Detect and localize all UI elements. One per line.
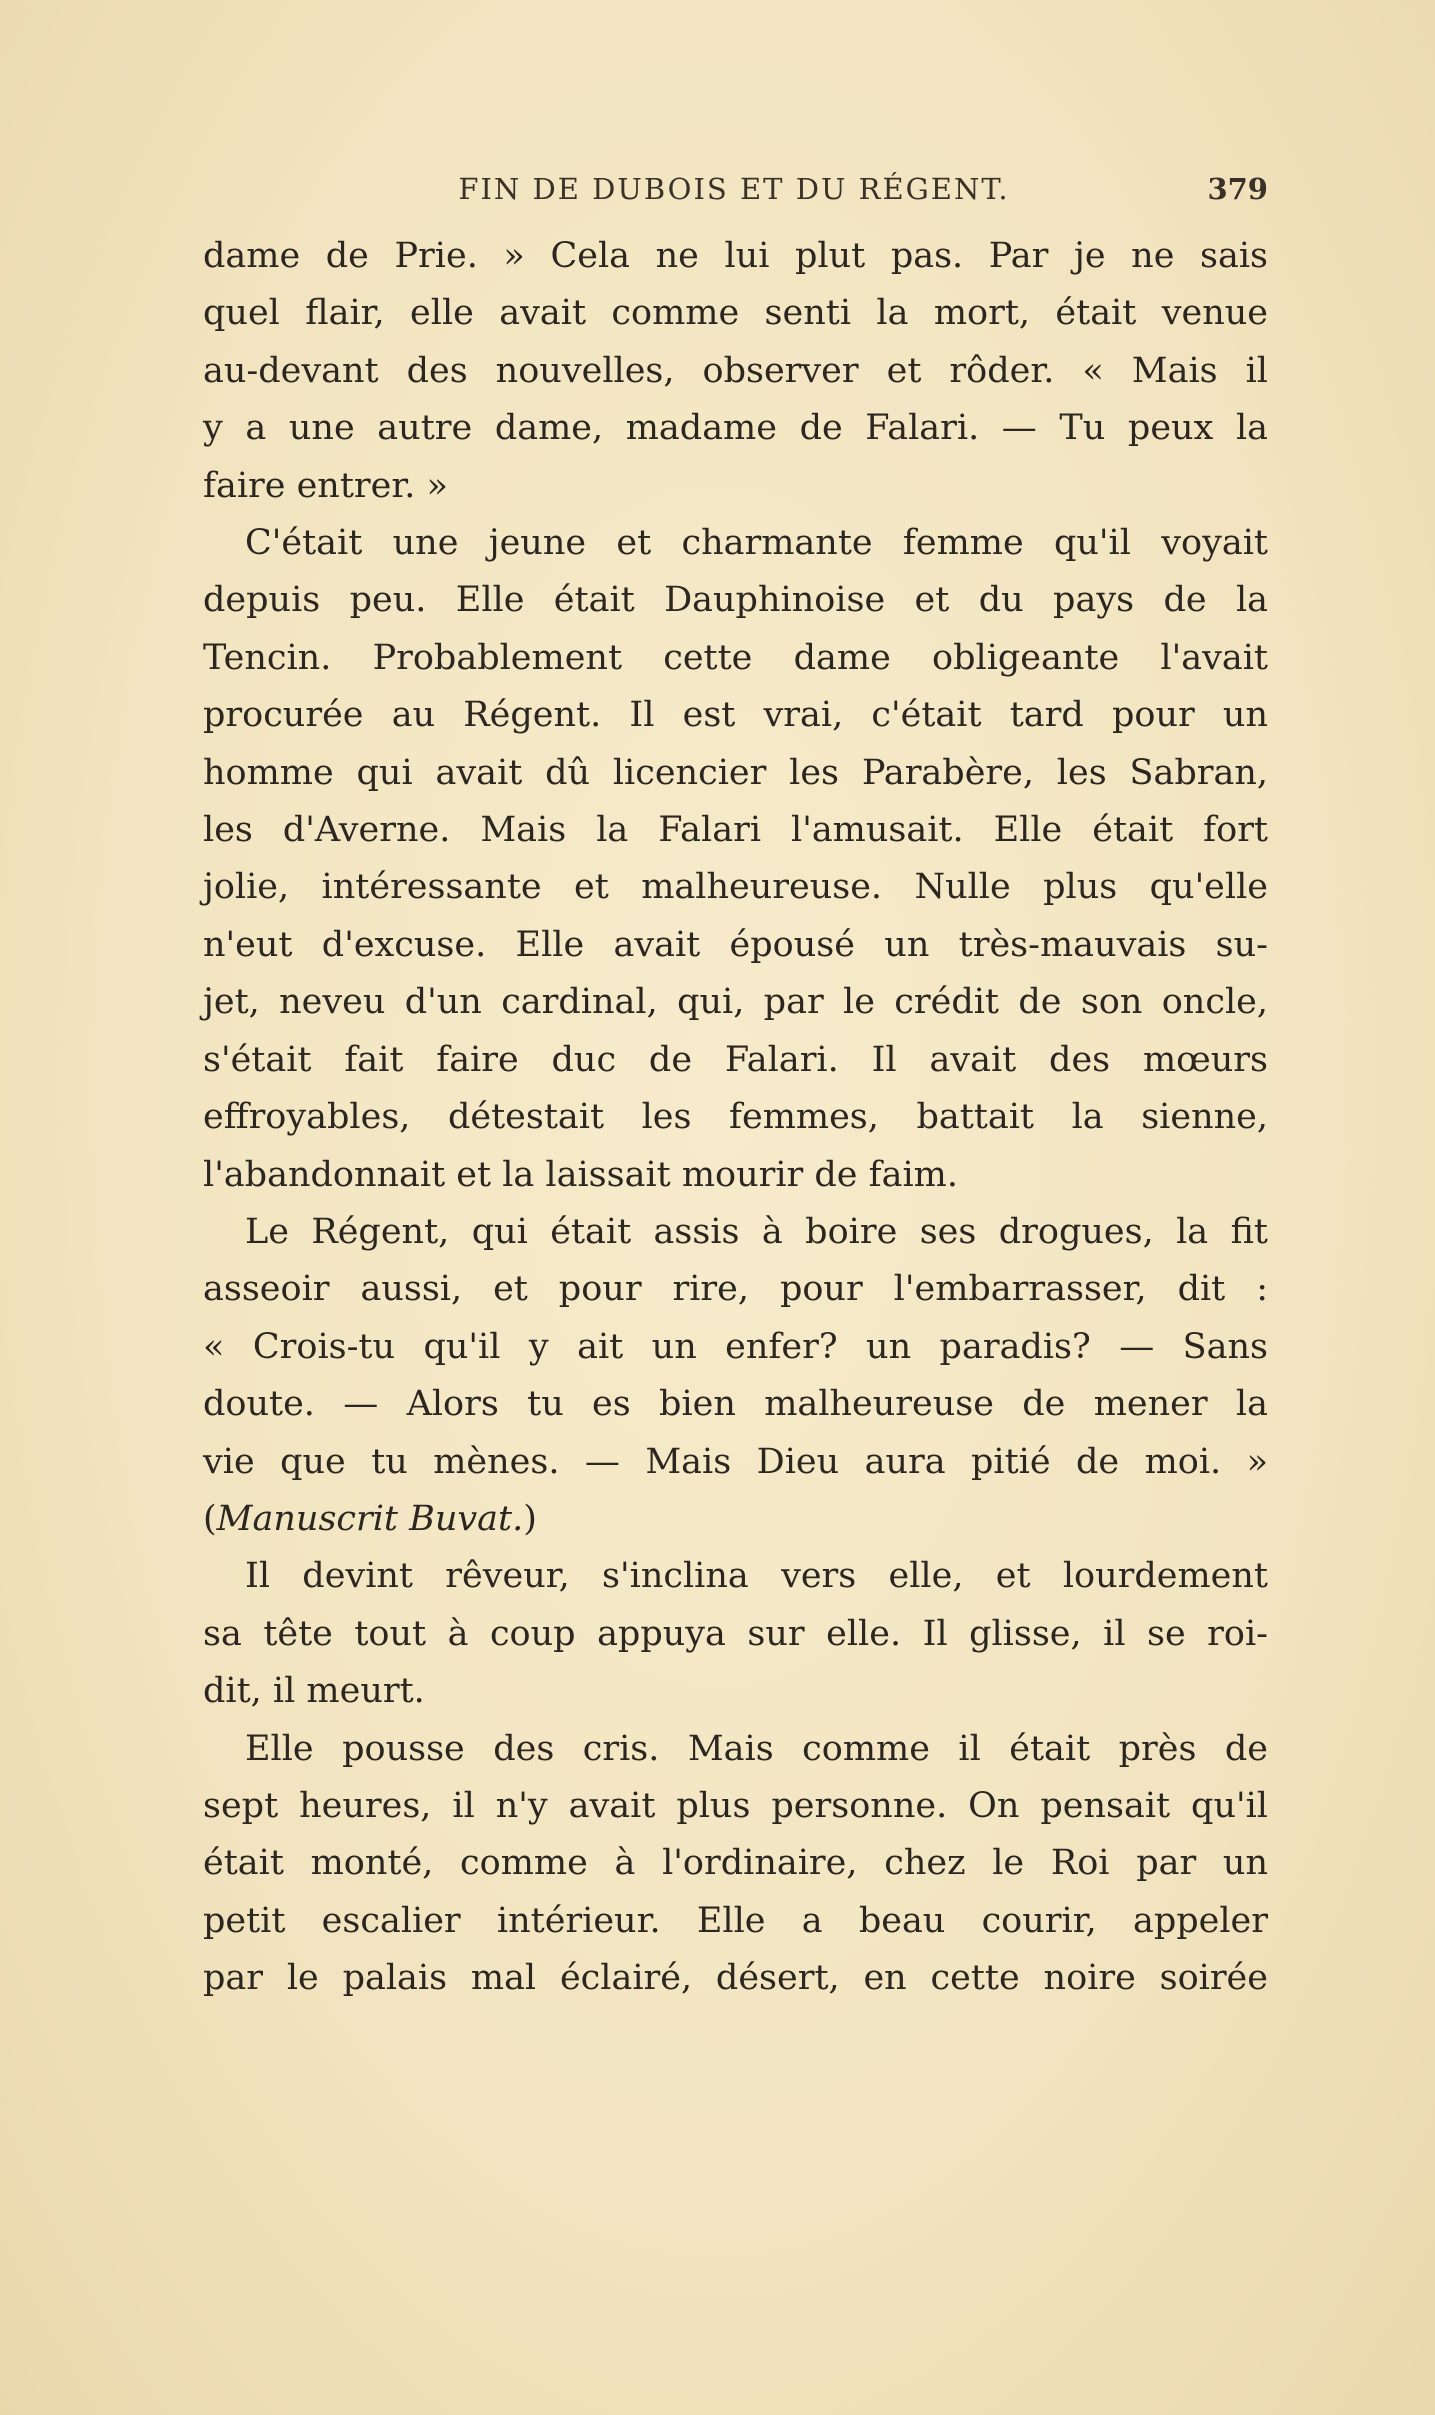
text-line: jolie, intéressante et malheureuse. Nulle plus qu'elle	[203, 867, 1268, 908]
text-line: C'était une jeune et charmante femme qu'il voyait	[245, 523, 1268, 564]
citation-line	[203, 1491, 1268, 1548]
running-head	[200, 168, 1268, 208]
text-line: s'était fait faire duc de Falari. Il avait des mœurs	[203, 1039, 1268, 1080]
text-line: jet, neveu d'un cardinal, qui, par le crédit de son oncle,	[203, 982, 1268, 1023]
text-line: au-devant des nouvelles, observer et rôder. « Mais il	[203, 350, 1268, 391]
paragraph-1	[203, 228, 1268, 515]
text-line: « Crois-tu qu'il y ait un enfer? un paradis? — Sans	[203, 1326, 1268, 1367]
text-line: doute. — Alors tu es bien malheureuse de mener la	[203, 1384, 1268, 1425]
text-line: dit, il meurt.	[203, 1671, 425, 1712]
body-text	[203, 228, 1268, 2008]
text-line: Le Régent, qui était assis à boire ses drogues, la fit	[245, 1211, 1268, 1252]
text-line: dame de Prie. » Cela ne lui plut pas. Par je ne sais	[203, 236, 1268, 276]
text-line: par le palais mal éclairé, désert, en cette noire soirée	[203, 1958, 1268, 1999]
text-line: les d'Averne. Mais la Falari l'amusait. Elle était fort	[203, 810, 1268, 851]
text-line: l'abandonnait et la laissait mourir de faim.	[203, 1154, 958, 1195]
text-line: sa tête tout à coup appuya sur elle. Il glisse, il se roi-	[203, 1613, 1268, 1654]
text-line: homme qui avait dû licencier les Parabère, les Sabran,	[203, 752, 1268, 793]
text-line: effroyables, détestait les femmes, battait la sienne,	[203, 1097, 1268, 1138]
text-line: petit escalier intérieur. Elle a beau courir, appeler	[203, 1900, 1268, 1941]
citation-close: )	[523, 1498, 537, 1539]
text-line: vie que tu mènes. — Mais Dieu aura pitié de moi. »	[203, 1441, 1268, 1482]
text-line: n'eut d'excuse. Elle avait épousé un très-mauvais su-	[203, 924, 1268, 965]
text-line: Elle pousse des cris. Mais comme il était près de	[245, 1728, 1268, 1769]
citation-source: Manuscrit Buvat.	[216, 1498, 524, 1539]
paragraph-3	[203, 1204, 1268, 1548]
citation-open: (	[203, 1498, 217, 1539]
running-title: FIN DE DUBOIS ET DU RÉGENT.	[458, 172, 1010, 206]
text-line: depuis peu. Elle était Dauphinoise et du pays de la	[203, 580, 1268, 621]
text-line: Tencin. Probablement cette dame obligeante l'avait	[203, 637, 1268, 678]
text-line: Il devint rêveur, s'inclina vers elle, et lourdement	[245, 1556, 1268, 1597]
text-line: quel flair, elle avait comme senti la mort, était venue	[203, 293, 1268, 334]
paragraph-4	[203, 1548, 1268, 1720]
page-number: 379	[1207, 172, 1268, 206]
text-line: faire entrer. »	[203, 465, 448, 506]
text-line: sept heures, il n'y avait plus personne. On pensait qu'il	[203, 1785, 1268, 1826]
text-line: procurée au Régent. Il est vrai, c'était tard pour un	[203, 695, 1268, 736]
text-line: asseoir aussi, et pour rire, pour l'embarrasser, dit :	[203, 1269, 1268, 1310]
text-line: y a une autre dame, madame de Falari. — Tu peux la	[203, 408, 1268, 449]
text-line: était monté, comme à l'ordinaire, chez le Roi par un	[203, 1843, 1268, 1884]
paragraph-5	[203, 1721, 1268, 2008]
paragraph-2	[203, 515, 1268, 1204]
